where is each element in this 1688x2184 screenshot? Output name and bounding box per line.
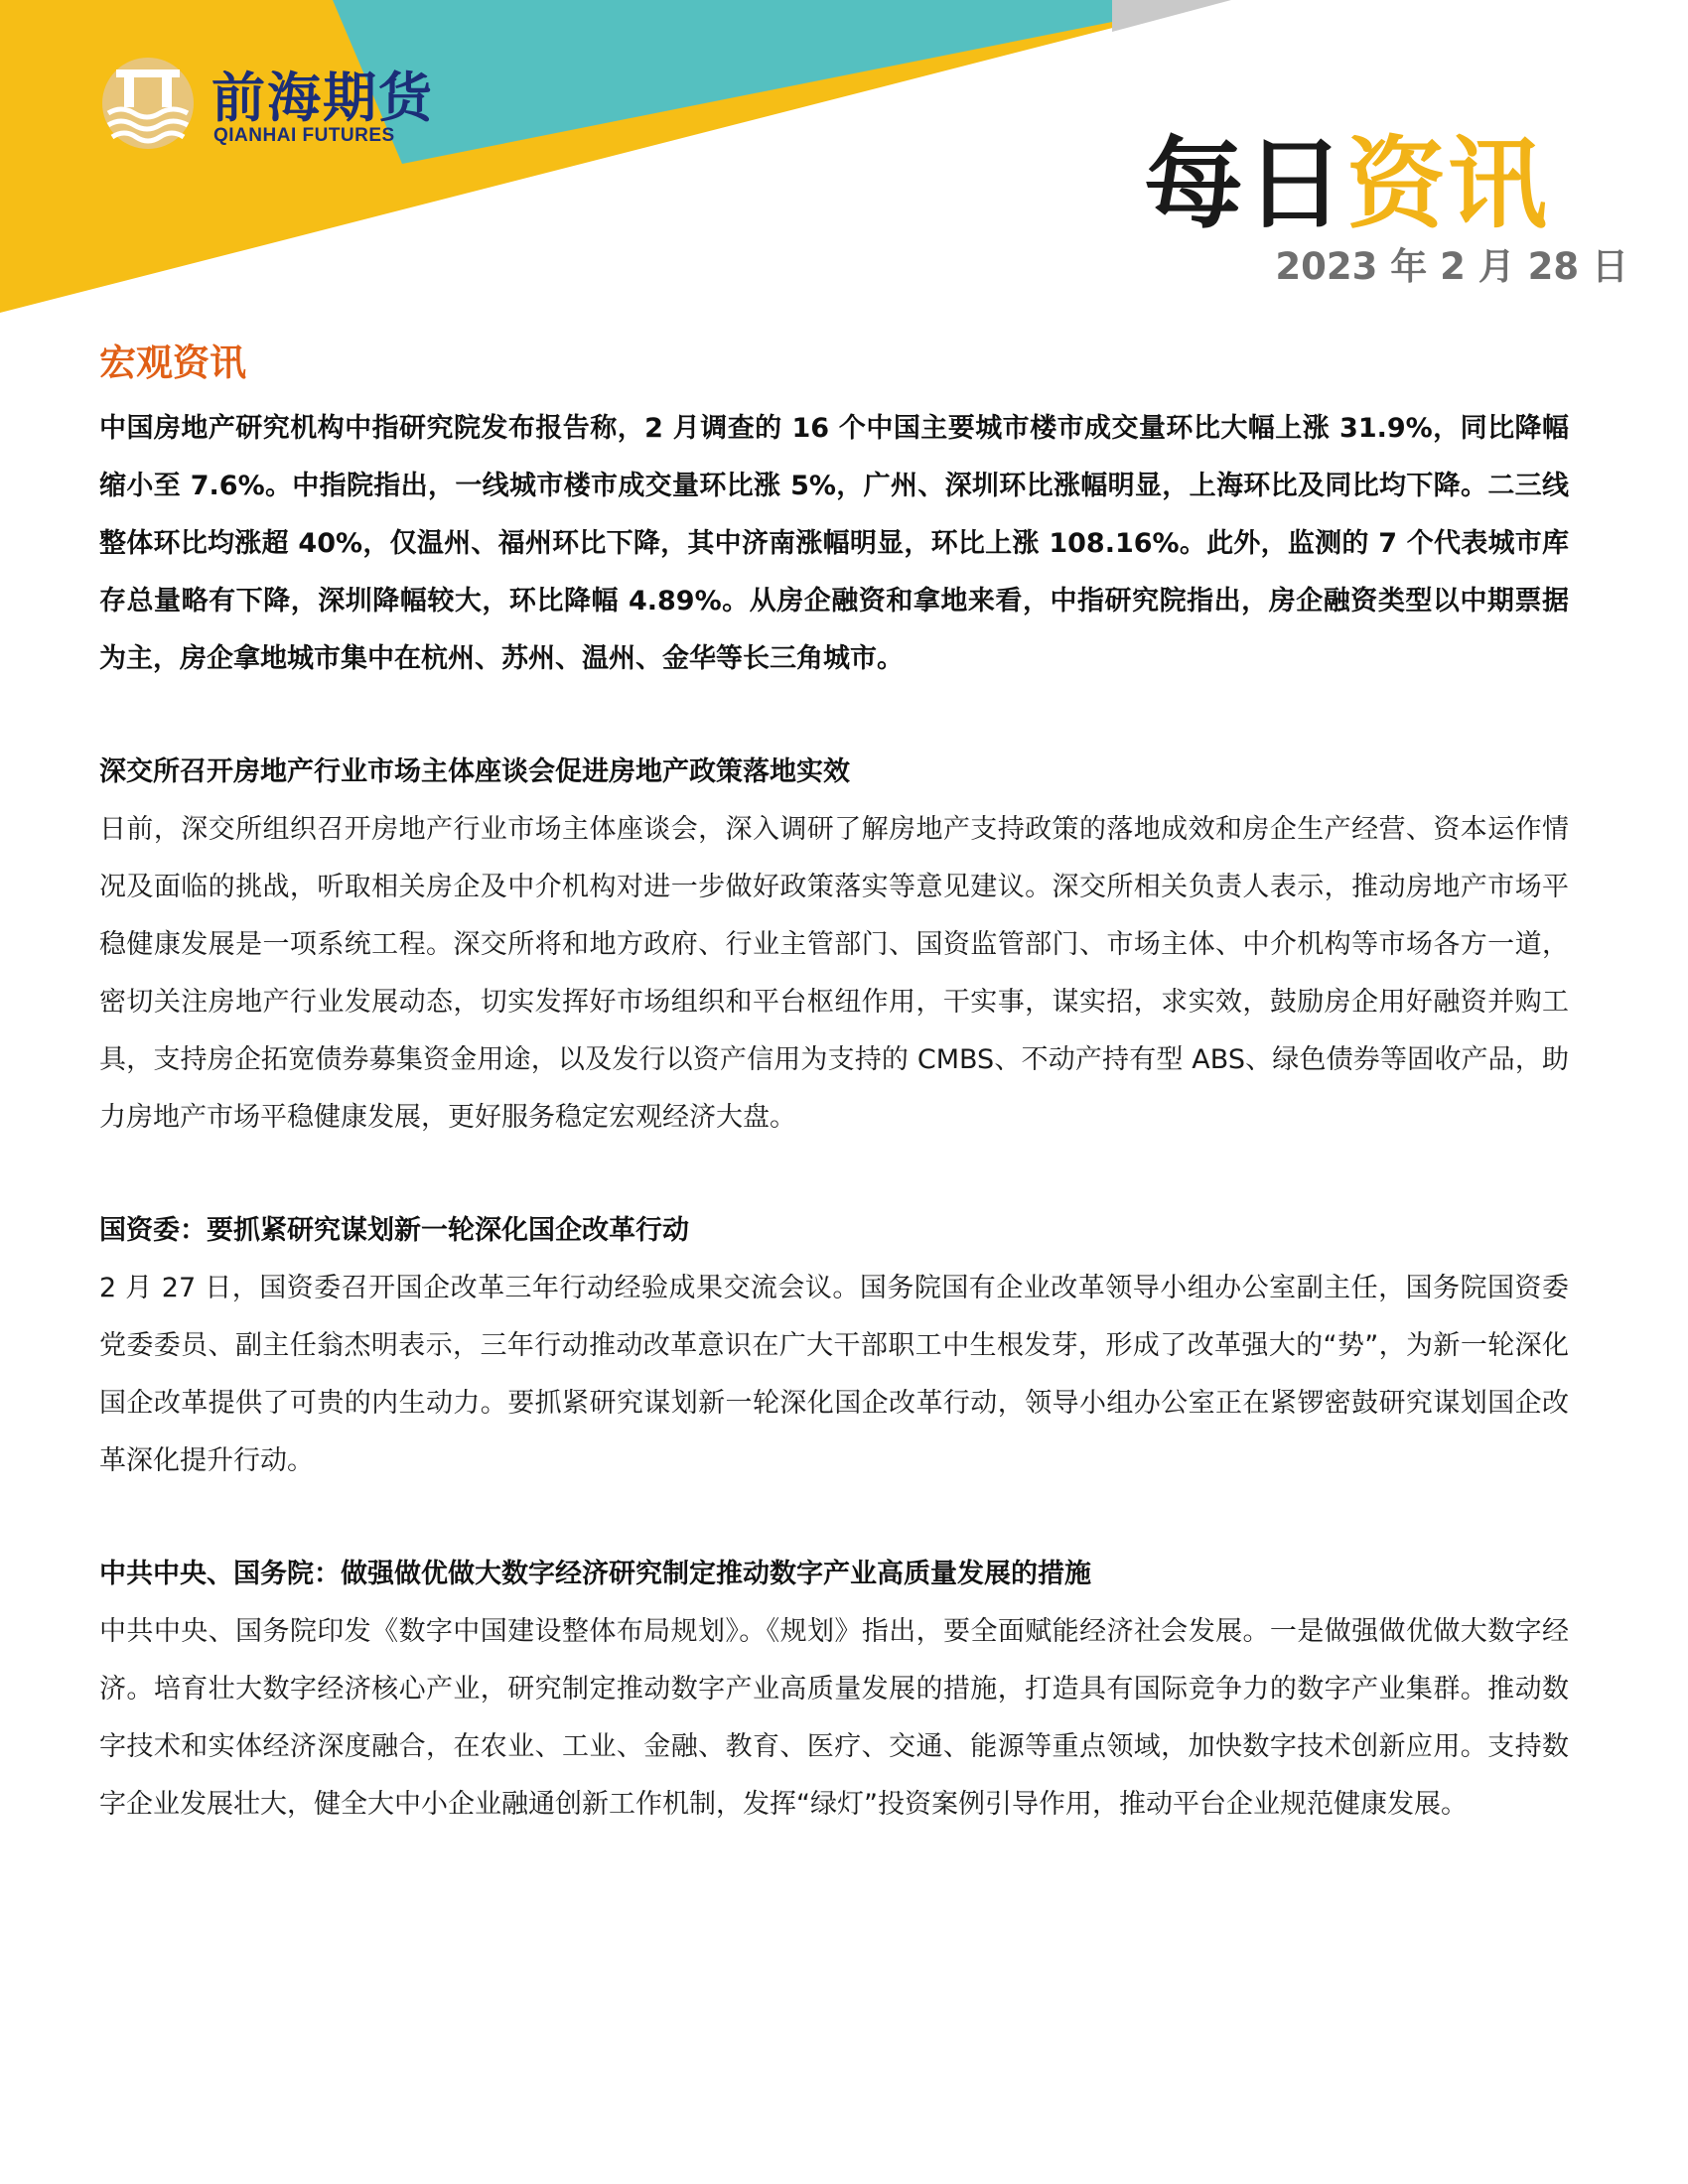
article-title: 深交所召开房地产行业市场主体座谈会促进房地产政策落地实效 <box>99 756 850 787</box>
banner-teal-shape <box>333 0 1221 164</box>
company-logo <box>94 56 442 155</box>
article-body: 日前，深交所组织召开房地产行业市场主体座谈会，深入调研了解房地产支持政策的落地成效和房企生产经营、资本运作情况及面临的挑战，听取相关房企及中介机构对进一步做好政策落实等意见建议。深交所相关负责人表示，推动房地产市场平稳健康发展是一项系统工程。深交所将和地方政府、行业主管部门、国资监管部门、市场主体、中介机构等市场各方一道，密切关注房地产行业发展动态，切实发挥好市场组织和平台枢纽作用，干实事，谋实招，求实效，鼓励房企用好融资并购工具，支持房企拓宽债券募集资金用途，以及发行以资产信用为支持的 CMBS、不动产持有型 ABS、绿色债券等固收产品，助力房地产市场平稳健康发展，更好服务稳定宏观经济大盘。 <box>99 814 1569 1133</box>
page-title-part1: 每日 <box>1144 126 1346 242</box>
article-title: 国资委：要抓紧研究谋划新一轮深化国企改革行动 <box>99 1215 689 1246</box>
logo-english-name: QIANHAI FUTURES <box>213 125 395 146</box>
article-1 <box>99 744 1569 1147</box>
article-3 <box>99 1546 1569 1834</box>
logo-chinese-name: 前海期货 <box>211 66 434 129</box>
banner-gray-shape <box>1112 0 1231 32</box>
article-2 <box>99 1202 1569 1490</box>
logo-emblem-icon <box>94 56 202 155</box>
article-body: 2 月 27 日，国资委召开国企改革三年行动经验成果交流会议。国务院国有企业改革领导小组办公室副主任，国务院国资委党委委员、副主任翁杰明表示，三年行动推动改革意识在广大干部职工中生根发芽，形成了改革强大的“势”，为新一轮深化国企改革提供了可贵的内生动力。要抓紧研究谋划新一轮深化国企改革行动，领导小组办公室正在紧锣密鼓研究谋划国企改革深化提升行动。 <box>99 1273 1569 1476</box>
lead-paragraph: 中国房地产研究机构中指研究院发布报告称，2 月调查的 16 个中国主要城市楼市成交量环比大幅上涨 31.9%，同比降幅缩小至 7.6%。中指院指出，一线城市楼市成交量环比涨 5%，广州、深圳环比涨幅明显，上海环比及同比均下降。二三线整体环比均涨超 40%，仅温州、福州环比下降，其中济南涨幅明显，环比上涨 108.16%。此外，监测的 7 个代表城市库存总量略有下降，深圳降幅较大，环比降幅 4.89%。从房企融资和拿地来看，中指研究院指出，房企融资类型以中期票据为主，房企拿地城市集中在杭州、苏州、温州、金华等长三角城市。 <box>99 413 1569 674</box>
report-date: 2023 年 2 月 28 日 <box>1275 245 1628 288</box>
article-title: 中共中央、国务院：做强做优做大数字经济研究制定推动数字产业高质量发展的措施 <box>99 1559 1091 1589</box>
article-body: 中共中央、国务院印发《数字中国建设整体布局规划》。《规划》指出，要全面赋能经济社会发展。一是做强做优做大数字经济。培育壮大数字经济核心产业，研究制定推动数字产业高质量发展的措施，打造具有国际竞争力的数字产业集群。推动数字技术和实体经济深度融合，在农业、工业、金融、教育、医疗、交通、能源等重点领域，加快数字技术创新应用。支持数字企业发展壮大，健全大中小企业融通创新工作机制，发挥“绿灯”投资案例引导作用，推动平台企业规范健康发展。 <box>99 1616 1569 1820</box>
section-title: 宏观资讯 <box>99 341 246 384</box>
main-content <box>99 333 1569 1834</box>
page-title <box>1144 104 1549 247</box>
page-title-part2: 资讯 <box>1346 126 1549 242</box>
